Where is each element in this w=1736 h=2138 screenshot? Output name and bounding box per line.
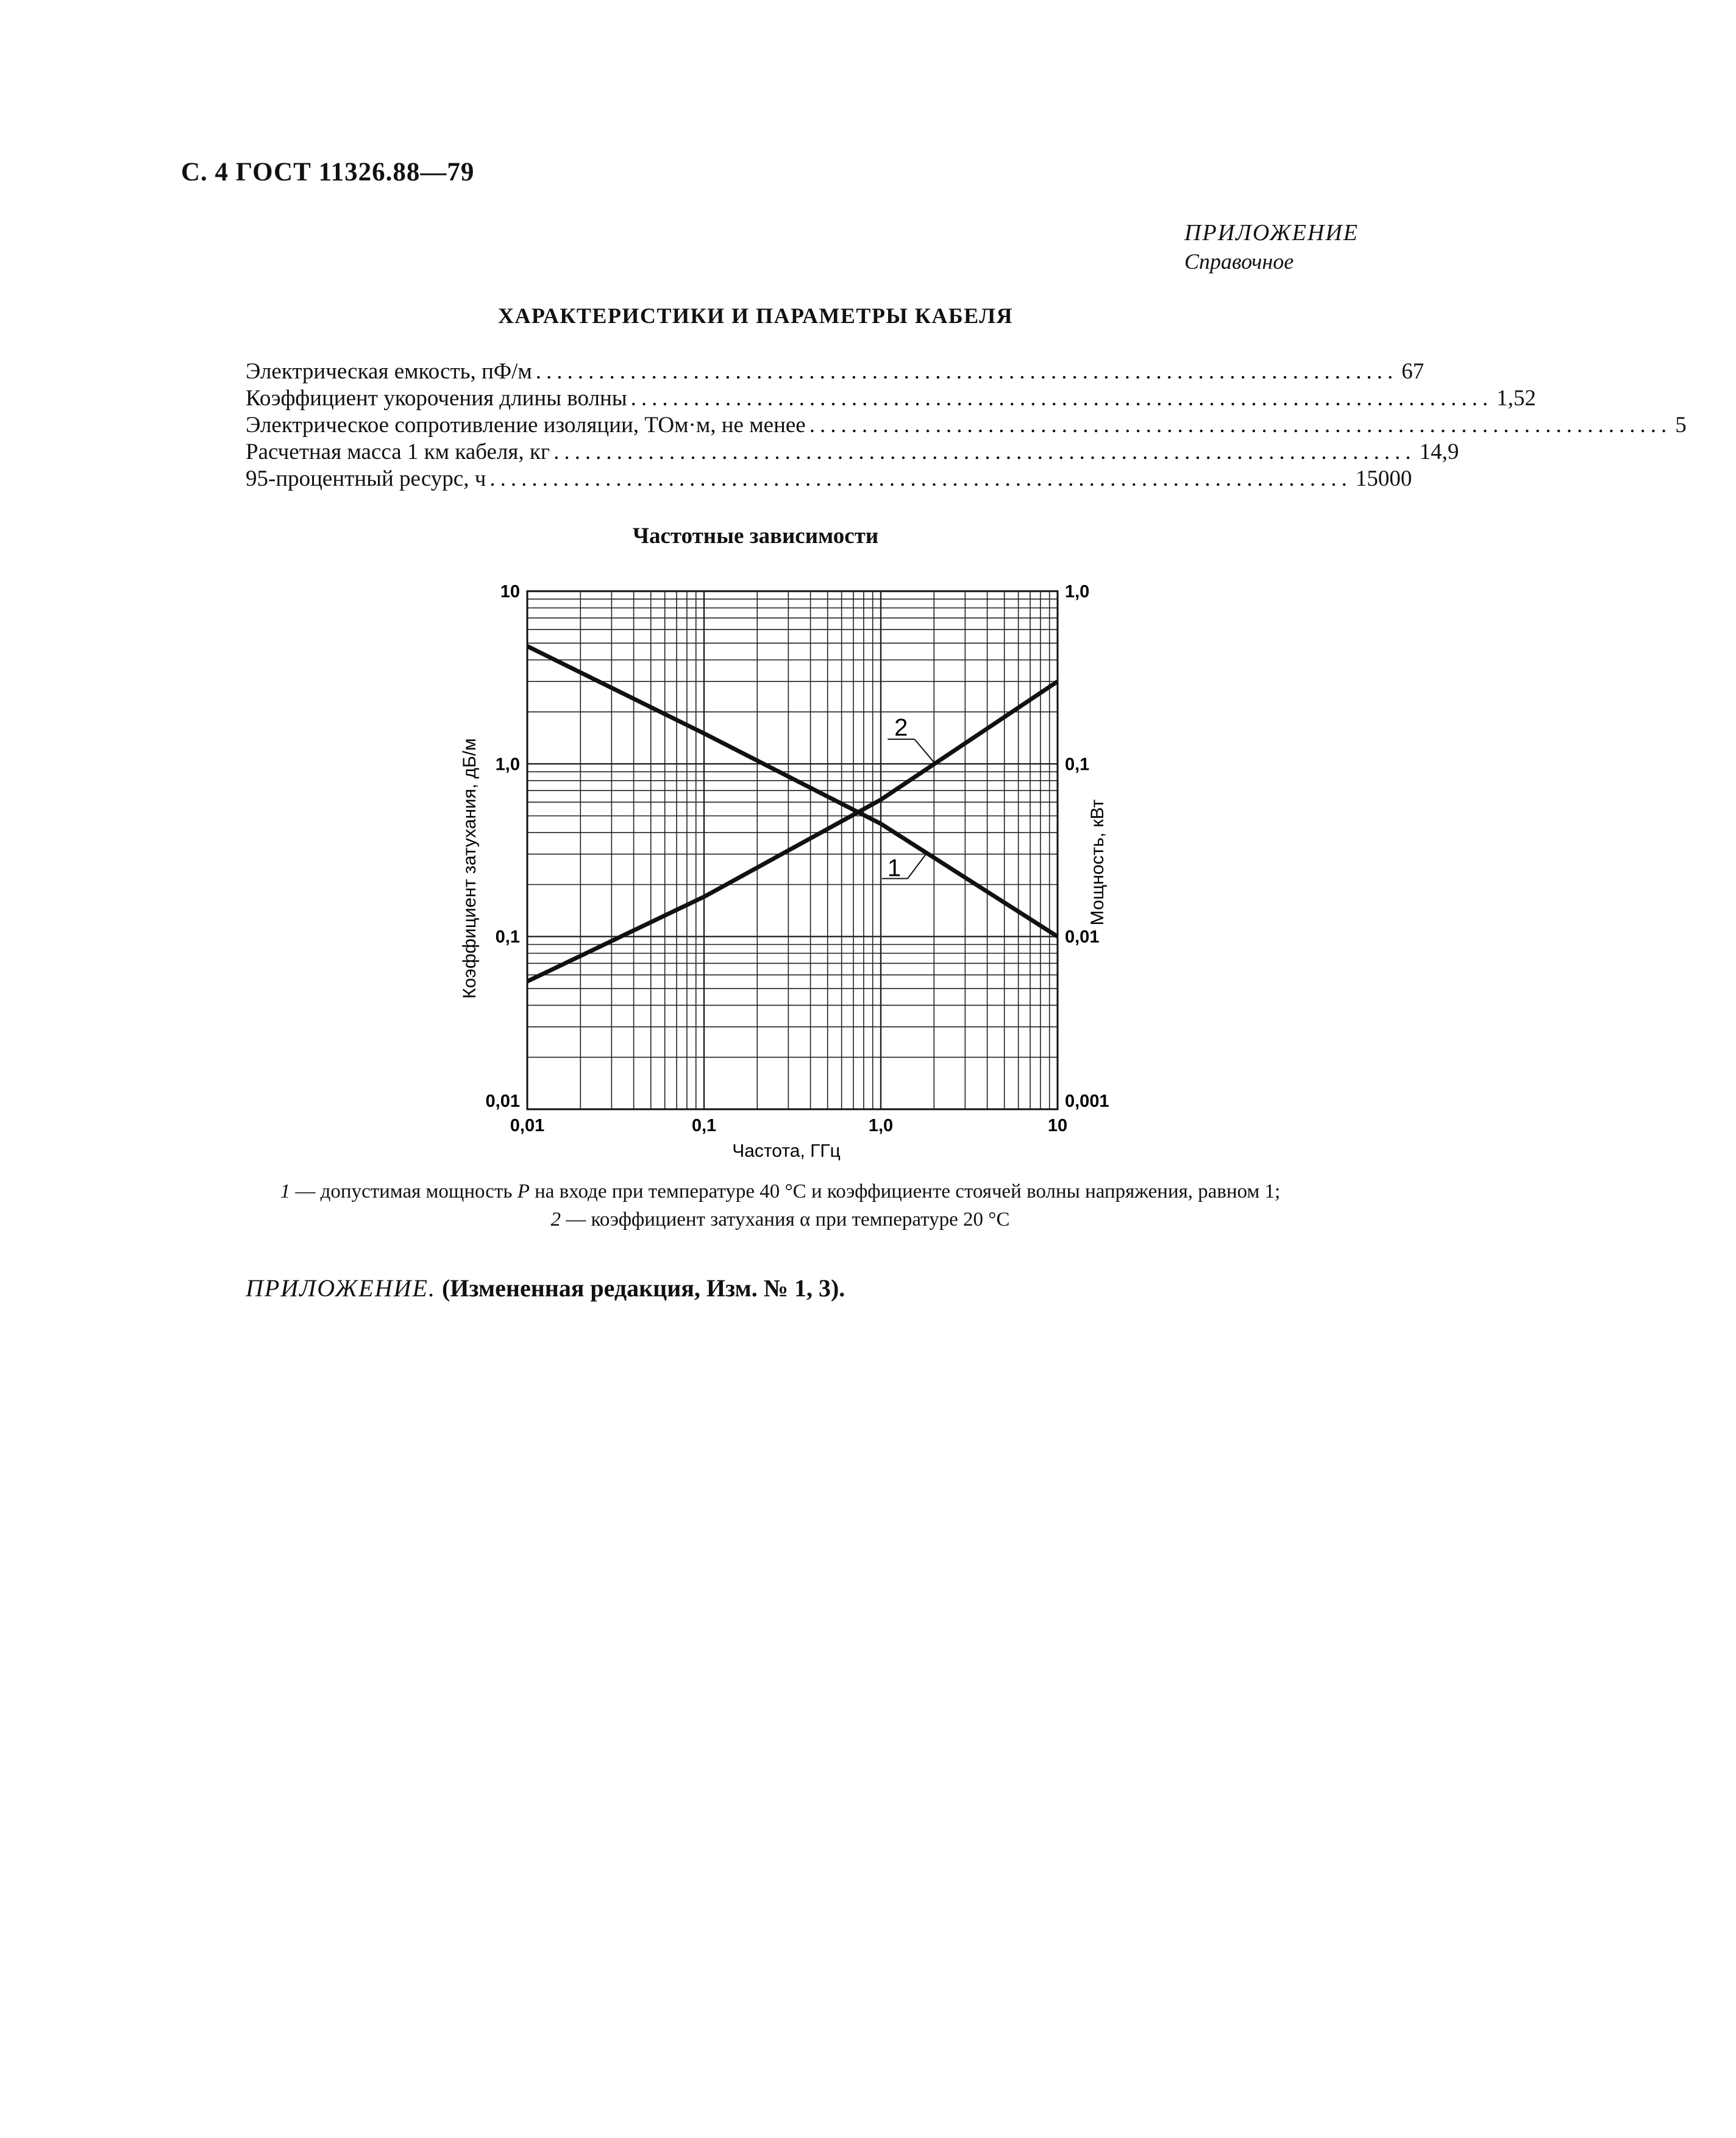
y2-axis-label: Мощность, кВт <box>1087 799 1108 926</box>
page-header: С. 4 ГОСТ 11326.88—79 <box>181 158 475 186</box>
leader-dots: .................................................................................. <box>535 359 1398 384</box>
parameter-label: Электрическое сопротивление изоляции, ТОм·м, не менее <box>246 413 806 438</box>
parameter-row <box>246 466 1412 492</box>
callout-label-1: 1 <box>887 854 902 882</box>
chart-title: Частотные зависимости <box>632 524 879 549</box>
axis-labels <box>486 582 1109 1135</box>
x-tick-label: 10 <box>1047 1116 1068 1135</box>
legend-line-2 <box>183 1206 1378 1234</box>
y2-tick-label: 0,01 <box>1065 927 1100 947</box>
parameter-value: 5 <box>1675 413 1687 438</box>
appendix-label <box>1184 219 1359 274</box>
parameter-value: 1,52 <box>1496 386 1536 411</box>
parameter-row <box>246 358 1425 385</box>
appendix-subtitle: Справочное <box>1184 249 1294 274</box>
series-callouts <box>882 714 934 882</box>
callout-leader <box>914 739 934 762</box>
revision-note <box>246 1274 845 1302</box>
y2-tick-label: 0,001 <box>1065 1092 1109 1111</box>
parameter-label: 95-процентный ресурс, ч <box>246 466 486 491</box>
appendix-title: ПРИЛОЖЕНИЕ <box>1184 220 1359 246</box>
note-italic: ПРИЛОЖЕНИЕ. <box>246 1274 436 1302</box>
parameter-value: 14,9 <box>1419 439 1459 464</box>
leader-dots: .................................................................................. <box>553 439 1416 464</box>
y-tick-label: 0,01 <box>485 1092 520 1111</box>
legend-number: 2 <box>550 1209 561 1231</box>
series-line-1 <box>527 646 1058 936</box>
parameter-value: 15000 <box>1355 466 1412 491</box>
legend-symbol: P <box>517 1181 530 1202</box>
legend-number: 1 <box>280 1181 291 1202</box>
legend-text: на входе при температуре 40 °С и коэффициенте стоячей волны напряжения, равном 1; <box>529 1181 1281 1202</box>
x-tick-label: 0,01 <box>510 1116 545 1135</box>
section-title: ХАРАКТЕРИСТИКИ И ПАРАМЕТРЫ КАБЕЛЯ <box>497 304 1014 328</box>
x-tick-label: 1,0 <box>868 1116 894 1135</box>
callout-label-2: 2 <box>894 714 908 741</box>
series-lines <box>527 646 1058 981</box>
y-tick-label: 1,0 <box>495 755 520 775</box>
legend-text: — допустимая мощность <box>290 1181 518 1202</box>
frequency-chart <box>451 573 1146 1176</box>
leader-dots: .................................................................................. <box>809 413 1672 438</box>
chart-legend <box>183 1177 1378 1234</box>
y2-tick-label: 0,1 <box>1065 755 1090 775</box>
y2-tick-label: 1,0 <box>1065 582 1090 602</box>
callout-leader <box>908 854 926 878</box>
parameter-value: 67 <box>1401 359 1425 384</box>
leader-dots: .................................................................................. <box>489 466 1352 491</box>
parameter-label: Электрическая емкость, пФ/м <box>246 359 532 384</box>
y-tick-label: 10 <box>500 582 520 602</box>
parameter-label: Коэффициент укорочения длины волны <box>246 386 627 411</box>
y-tick-label: 0,1 <box>495 927 520 947</box>
x-axis-label: Частота, ГГц <box>732 1141 841 1161</box>
leader-dots: .................................................................................. <box>630 386 1493 411</box>
x-tick-label: 0,1 <box>691 1116 717 1135</box>
parameter-label: Расчетная масса 1 км кабеля, кг <box>246 439 550 464</box>
legend-line-1 <box>183 1177 1378 1206</box>
legend-text: — коэффициент затухания α при температуре 20 °С <box>560 1209 1010 1231</box>
parameters-list <box>246 358 1687 492</box>
parameter-row <box>246 439 1459 466</box>
y-axis-label: Коэффициент затухания, дБ/м <box>460 738 480 999</box>
parameter-row <box>246 412 1687 439</box>
note-bold: (Измененная редакция, Изм. № 1, 3). <box>435 1274 845 1302</box>
parameter-row <box>246 385 1536 412</box>
